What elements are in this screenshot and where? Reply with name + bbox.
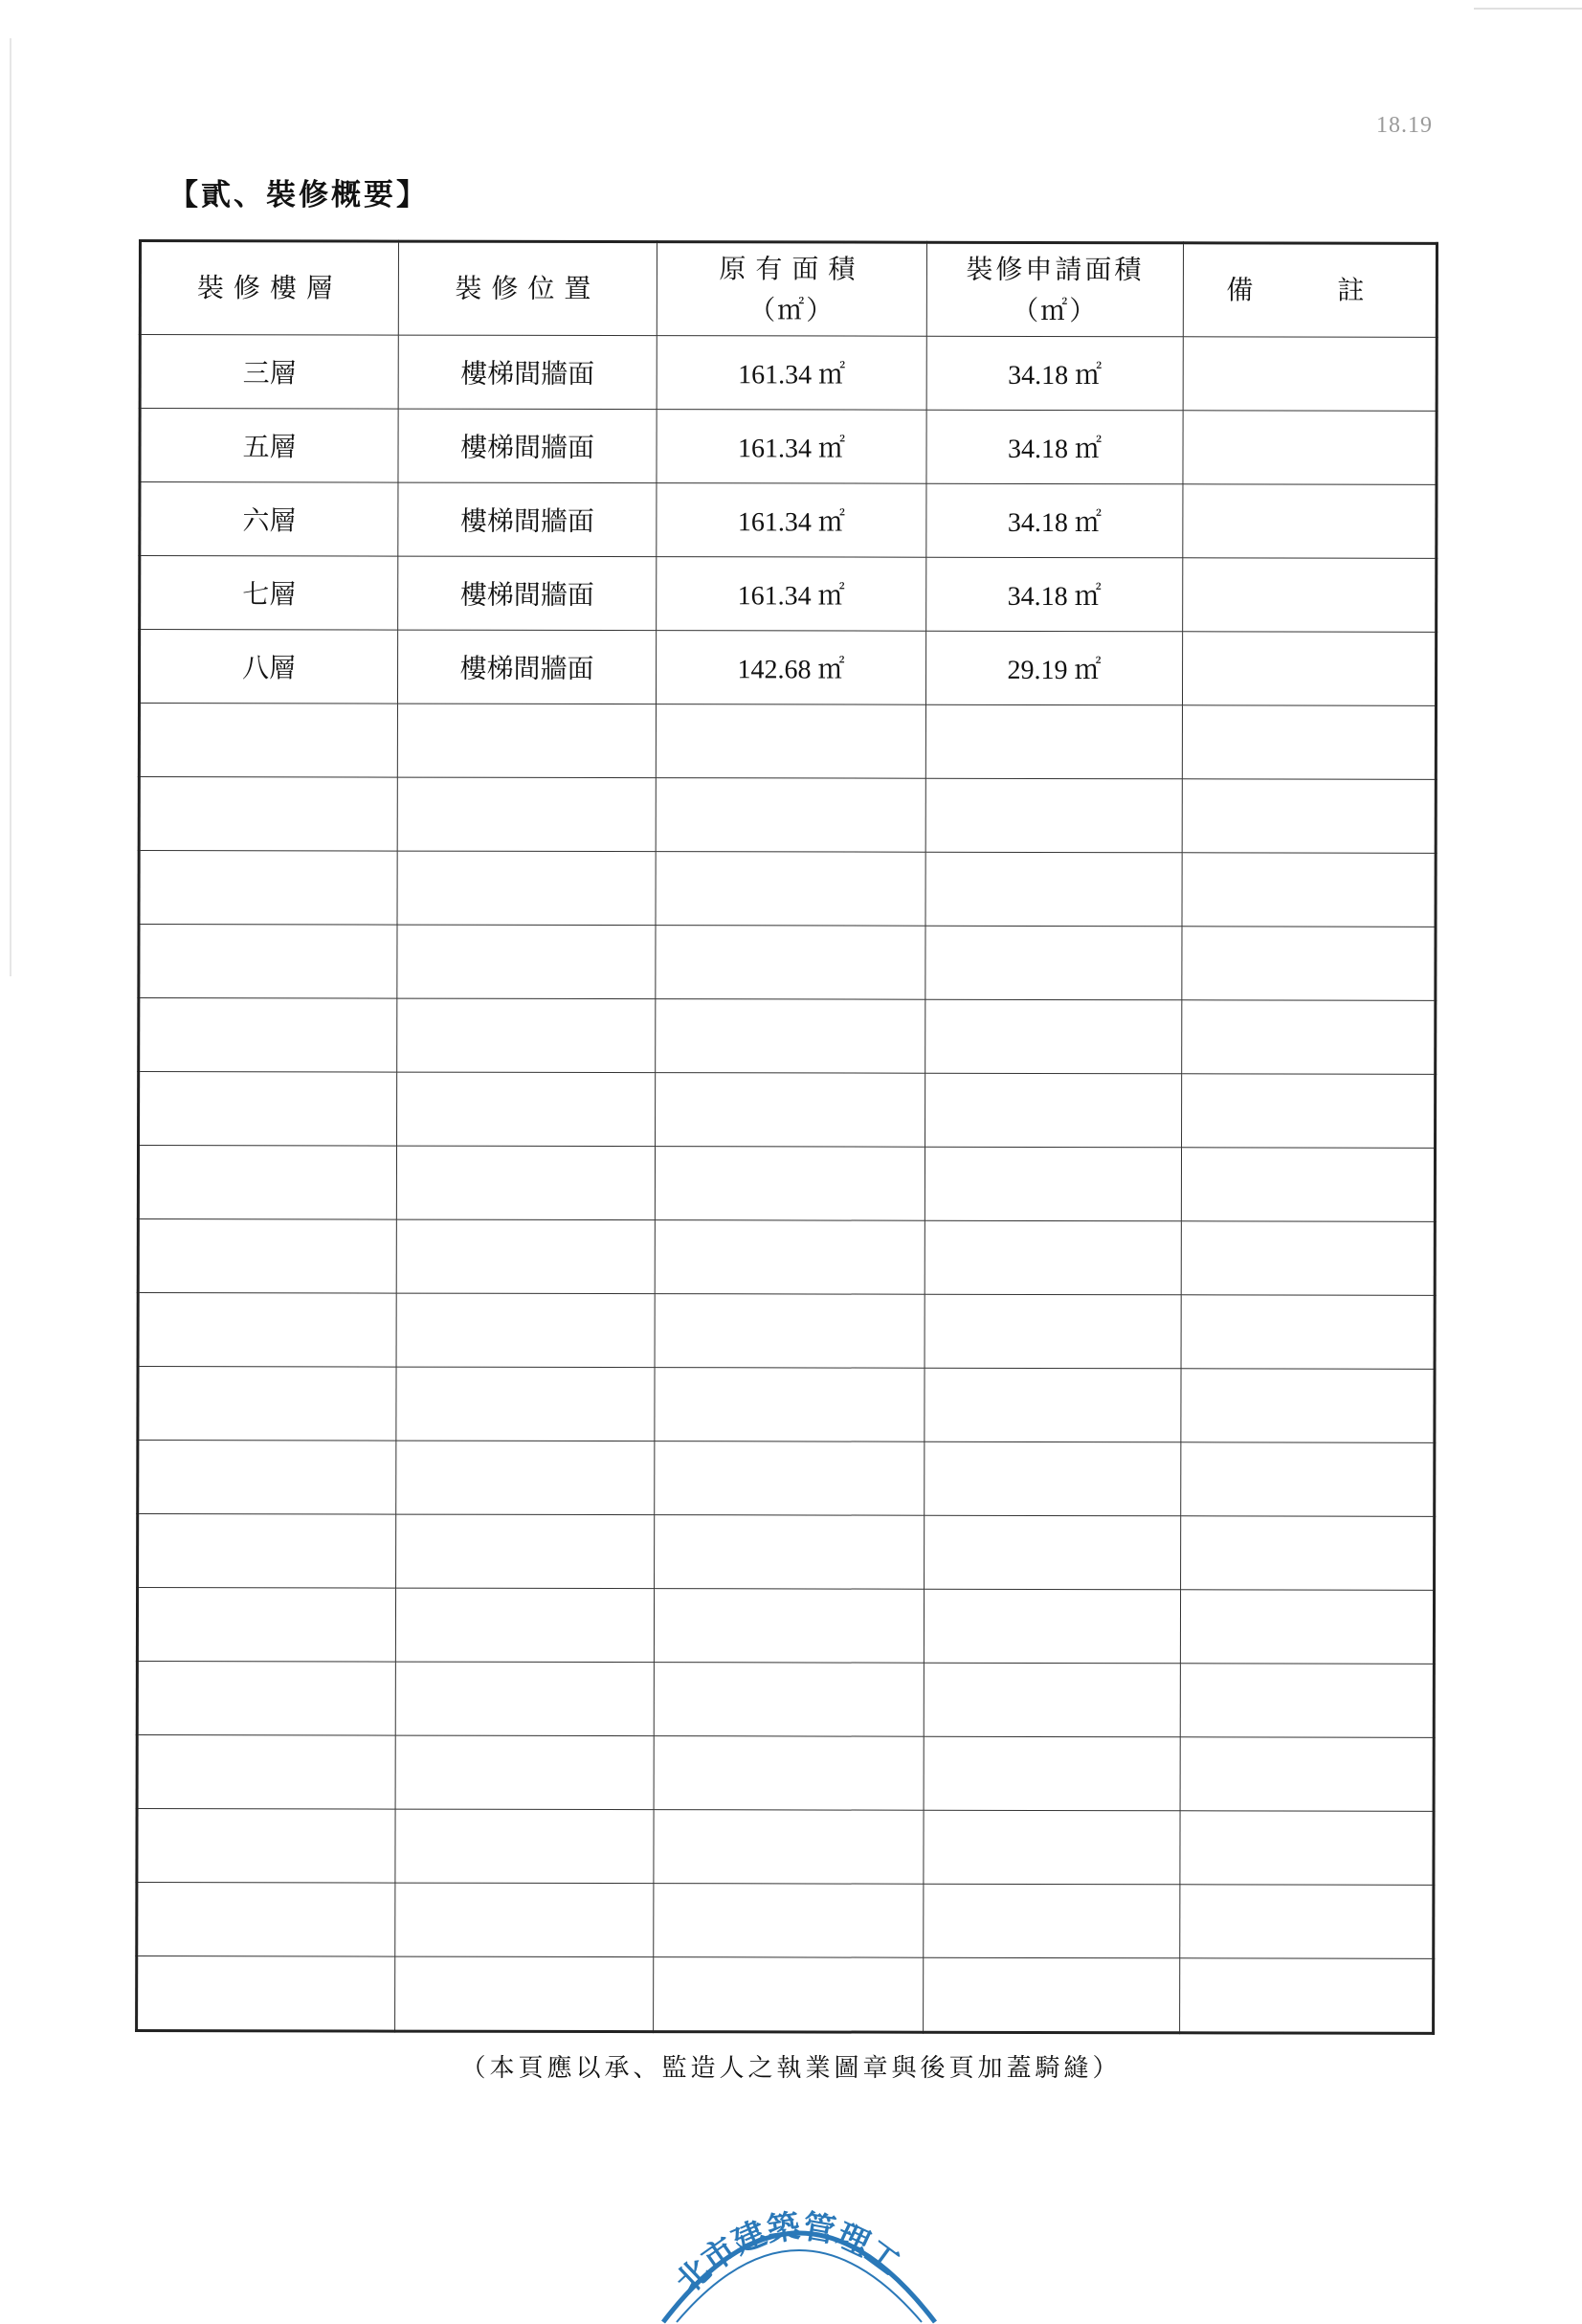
cell-applied-area: 34.18 ㎡ bbox=[926, 557, 1183, 632]
header-applied-area-unit: （㎡） bbox=[1012, 294, 1099, 327]
empty-cell bbox=[654, 1884, 924, 1958]
page-number: 18.19 bbox=[1376, 113, 1433, 138]
empty-cell bbox=[396, 1293, 655, 1368]
empty-cell bbox=[138, 1441, 396, 1515]
empty-cell bbox=[395, 1735, 654, 1810]
cell-remarks bbox=[1182, 632, 1436, 706]
empty-cell bbox=[137, 1955, 395, 2031]
empty-cell bbox=[1182, 1000, 1436, 1075]
empty-cell bbox=[1181, 1295, 1435, 1370]
empty-cell bbox=[139, 1072, 397, 1147]
cell-floor: 五層 bbox=[140, 409, 398, 483]
empty-cell bbox=[139, 704, 397, 778]
empty-table-row bbox=[138, 1514, 1435, 1591]
empty-cell bbox=[925, 1515, 1181, 1590]
empty-cell bbox=[925, 704, 1182, 779]
empty-cell bbox=[654, 1736, 924, 1811]
empty-table-row bbox=[138, 1441, 1435, 1517]
header-original-area bbox=[657, 242, 926, 337]
empty-cell bbox=[395, 1662, 654, 1736]
empty-cell bbox=[924, 1810, 1180, 1885]
empty-cell bbox=[137, 1661, 395, 1735]
empty-cell bbox=[1181, 1442, 1435, 1517]
empty-table-row bbox=[138, 1367, 1435, 1443]
empty-cell bbox=[395, 1588, 654, 1663]
empty-table-row bbox=[138, 1146, 1435, 1222]
empty-cell bbox=[137, 1808, 395, 1883]
empty-cell bbox=[138, 1219, 396, 1294]
empty-cell bbox=[924, 1663, 1180, 1737]
empty-cell bbox=[656, 852, 925, 927]
renovation-summary-table-wrap bbox=[135, 239, 1436, 2022]
empty-cell bbox=[137, 1882, 395, 1956]
empty-table-row bbox=[138, 1219, 1435, 1296]
empty-cell bbox=[396, 1367, 655, 1441]
footer-note: （本頁應以承、監造人之執業圖章與後頁加蓋騎縫） bbox=[460, 2054, 1122, 2083]
cell-original-area: 161.34 ㎡ bbox=[657, 410, 926, 484]
cell-original-area: 161.34 ㎡ bbox=[657, 336, 926, 411]
empty-cell bbox=[138, 1514, 396, 1589]
empty-cell bbox=[397, 777, 656, 852]
empty-table-row bbox=[139, 1072, 1436, 1149]
empty-table-row bbox=[139, 998, 1436, 1075]
empty-table-row bbox=[139, 777, 1436, 854]
empty-cell bbox=[1182, 779, 1436, 854]
cell-floor: 八層 bbox=[139, 630, 397, 704]
empty-cell bbox=[924, 1884, 1180, 1958]
header-floor: 裝修樓層 bbox=[140, 241, 398, 336]
empty-table-row bbox=[139, 925, 1436, 1001]
table-row bbox=[140, 335, 1437, 412]
empty-cell bbox=[395, 1809, 654, 1884]
empty-cell bbox=[654, 1957, 924, 2033]
empty-cell bbox=[1180, 1737, 1434, 1812]
empty-table-row bbox=[137, 1661, 1434, 1737]
empty-cell bbox=[654, 1810, 924, 1885]
empty-cell bbox=[1181, 1148, 1435, 1222]
empty-cell bbox=[396, 1441, 655, 1515]
empty-cell bbox=[656, 999, 925, 1074]
empty-table-row bbox=[137, 1734, 1434, 1811]
scan-top-shadow bbox=[1474, 8, 1582, 10]
header-applied-area bbox=[926, 242, 1183, 337]
table-row bbox=[140, 556, 1437, 633]
cell-original-area: 142.68 ㎡ bbox=[656, 631, 925, 705]
empty-cell bbox=[397, 998, 656, 1073]
empty-cell bbox=[139, 998, 397, 1073]
empty-cell bbox=[1180, 1811, 1434, 1886]
cell-original-area: 161.34 ㎡ bbox=[657, 483, 926, 558]
cell-remarks bbox=[1183, 411, 1437, 485]
empty-cell bbox=[924, 1589, 1180, 1664]
empty-cell bbox=[139, 851, 397, 926]
empty-cell bbox=[1181, 1221, 1435, 1296]
empty-cell bbox=[1182, 1074, 1436, 1149]
empty-cell bbox=[924, 1957, 1180, 2033]
empty-cell bbox=[924, 1736, 1180, 1811]
empty-table-row bbox=[138, 1293, 1435, 1370]
scan-edge-shadow bbox=[10, 38, 11, 976]
empty-cell bbox=[395, 1956, 654, 2032]
cell-location: 樓梯間牆面 bbox=[398, 335, 657, 410]
empty-cell bbox=[654, 1663, 924, 1737]
empty-table-row bbox=[137, 1882, 1434, 1958]
cell-applied-area: 34.18 ㎡ bbox=[926, 483, 1183, 558]
empty-cell bbox=[137, 1588, 395, 1663]
empty-cell bbox=[397, 1072, 656, 1147]
cell-floor: 三層 bbox=[140, 335, 398, 410]
empty-cell bbox=[655, 1441, 925, 1516]
empty-cell bbox=[137, 1734, 395, 1809]
empty-cell bbox=[138, 1293, 396, 1368]
table-row bbox=[139, 630, 1436, 706]
header-original-area-label: 原有面積 bbox=[719, 252, 865, 285]
renovation-summary-table bbox=[135, 239, 1438, 2035]
cell-remarks bbox=[1183, 484, 1437, 559]
empty-table-row bbox=[139, 704, 1436, 780]
empty-cell bbox=[656, 1073, 925, 1148]
empty-cell bbox=[397, 704, 656, 778]
empty-cell bbox=[138, 1146, 396, 1220]
empty-table-row bbox=[137, 1808, 1434, 1885]
empty-table-row bbox=[137, 1955, 1434, 2033]
empty-cell bbox=[654, 1589, 924, 1664]
cell-location: 樓梯間牆面 bbox=[398, 556, 657, 631]
empty-cell bbox=[925, 999, 1182, 1074]
empty-cell bbox=[395, 1883, 654, 1957]
cell-location: 樓梯間牆面 bbox=[398, 482, 657, 557]
empty-cell bbox=[925, 1368, 1181, 1442]
empty-cell bbox=[925, 778, 1182, 853]
empty-cell bbox=[925, 1294, 1181, 1369]
empty-cell bbox=[1182, 705, 1436, 780]
empty-cell bbox=[396, 1146, 655, 1220]
empty-cell bbox=[397, 851, 656, 926]
empty-cell bbox=[925, 1147, 1181, 1221]
empty-cell bbox=[396, 1219, 655, 1294]
empty-cell bbox=[925, 1073, 1182, 1148]
empty-cell bbox=[139, 777, 397, 852]
empty-cell bbox=[655, 1147, 925, 1221]
table-row bbox=[140, 409, 1437, 485]
empty-cell bbox=[925, 926, 1182, 1000]
cell-floor: 七層 bbox=[140, 556, 398, 631]
empty-cell bbox=[1180, 1590, 1434, 1665]
empty-cell bbox=[1180, 1885, 1434, 1959]
header-applied-area-label: 裝修申請面積 bbox=[966, 253, 1145, 285]
cell-applied-area: 34.18 ㎡ bbox=[926, 336, 1183, 411]
empty-cell bbox=[1182, 927, 1436, 1001]
empty-cell bbox=[138, 1367, 396, 1441]
empty-cell bbox=[396, 1514, 655, 1589]
cell-floor: 六層 bbox=[140, 482, 398, 557]
empty-cell bbox=[397, 925, 656, 999]
empty-cell bbox=[655, 1220, 925, 1295]
cell-location: 樓梯間牆面 bbox=[398, 409, 657, 483]
empty-cell bbox=[1181, 1516, 1435, 1591]
header-remarks: 備 註 bbox=[1183, 243, 1437, 338]
cell-applied-area: 29.19 ㎡ bbox=[925, 631, 1182, 705]
cell-applied-area: 34.18 ㎡ bbox=[926, 410, 1183, 484]
table-row bbox=[140, 482, 1437, 559]
empty-cell bbox=[655, 1294, 925, 1369]
empty-cell bbox=[1180, 1664, 1434, 1738]
header-original-area-unit: （㎡） bbox=[748, 294, 836, 326]
empty-cell bbox=[1180, 1958, 1434, 2034]
empty-cell bbox=[925, 1220, 1181, 1295]
stamp-text: 北市建築管理工 bbox=[668, 2206, 907, 2302]
empty-cell bbox=[139, 925, 397, 999]
cell-location: 樓梯間牆面 bbox=[397, 630, 656, 704]
section-title: 【貳、裝修概要】 bbox=[168, 178, 429, 212]
empty-cell bbox=[1181, 1369, 1435, 1443]
table-body bbox=[137, 335, 1437, 2034]
cell-original-area: 161.34 ㎡ bbox=[657, 557, 926, 632]
empty-cell bbox=[925, 1441, 1181, 1516]
header-location: 裝修位置 bbox=[398, 241, 657, 336]
empty-cell bbox=[1182, 853, 1436, 927]
table-header-row bbox=[140, 241, 1437, 338]
empty-cell bbox=[655, 1368, 925, 1442]
cell-remarks bbox=[1183, 337, 1437, 412]
empty-cell bbox=[656, 704, 925, 779]
empty-cell bbox=[925, 852, 1182, 927]
empty-cell bbox=[655, 1515, 925, 1590]
cell-remarks bbox=[1183, 558, 1437, 633]
empty-cell bbox=[656, 778, 925, 853]
official-seal-stamp bbox=[656, 2171, 943, 2324]
empty-cell bbox=[656, 926, 925, 1000]
empty-table-row bbox=[139, 851, 1436, 927]
empty-table-row bbox=[137, 1588, 1434, 1665]
